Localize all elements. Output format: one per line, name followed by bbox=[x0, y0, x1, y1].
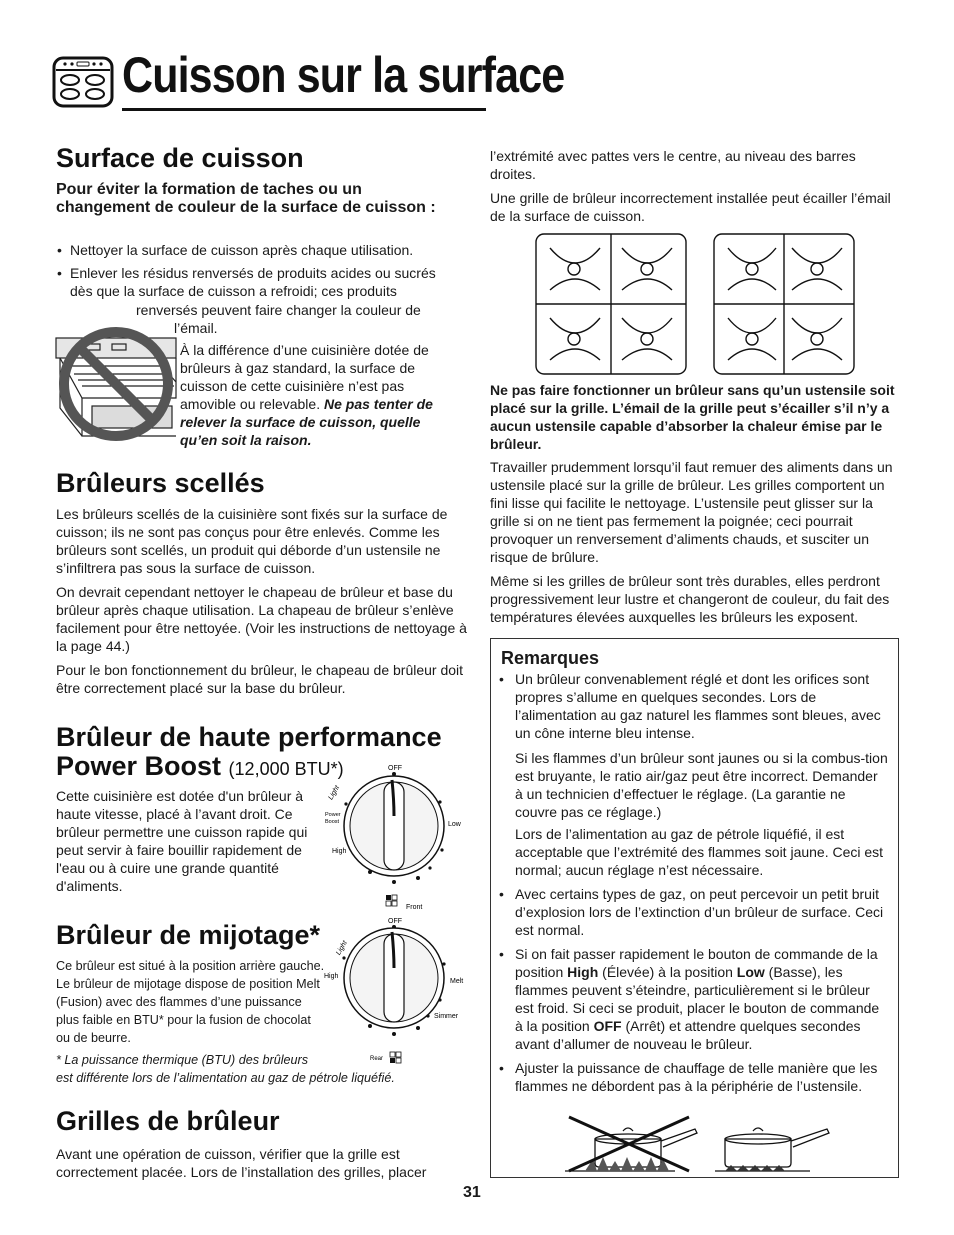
notes-list bbox=[491, 670, 889, 742]
knob-label: OFF bbox=[388, 918, 402, 925]
surface-paragraph: À la différence d’une cuisinière dotée de brûleurs à gaz standard, la surface de cuisson de cette cuisinière n’est pas amovible ou relevable. Ne pas tenter de relever la surface de cuisson, quelle qu’en soit la raison. bbox=[180, 342, 433, 448]
list-item: • Un brûleur convenablement réglé et dont les orifices sont propres s’allume en quelques secondes. Lors de l’alimentation au gaz naturel les flammes sont bleues, avec un cône interne bleu intense. bbox=[491, 670, 889, 742]
knob-label: Low bbox=[448, 821, 461, 828]
right-column-text: Travailler prudemment lorsqu’il faut remuer des aliments dans un ustensile placé sur la grille de brûleur. Les grilles comportent un fini lisse qui facilite le nettoyage. L’ustensile peut glisser sur la grille si on ne tient pas fermement la poignée; ceci pourrait provoquer un renversement d’aliments chauds, et susciter un risque de brûlure. Même si les grilles de brûleur sont très durables, elles perdront progressivement leur lustre et changeront de couleur, du fait des températures élevées auxquelles les brûleurs les exposent. bbox=[490, 459, 893, 625]
knob-label: High bbox=[324, 973, 339, 980]
list-item: • Si on fait passer rapidement le bouton de commande de la position High (Élevée) à la position Low (Basse), les flammes peuvent s’éteindre, particulièrement si le brûleur est froid. Si ceci se produit, placer le bouton de commande à la position OFF (Arrêt) et attendre quelques secondes avant d’allumer de nouveau le brûleur. bbox=[491, 945, 889, 1053]
heading-surface: Surface de cuisson bbox=[56, 143, 304, 173]
knob-label: Front bbox=[406, 904, 423, 911]
knob-label: Boost bbox=[325, 819, 340, 825]
right-column-intro: l’extrémité avec pattes vers le centre, au niveau des barres droites. Une grille de brûleur incorrectement installée peut écailler l’émail de la surface de cuisson. bbox=[490, 148, 891, 224]
sealed-burners-text: Les brûleurs scellés de la cuisinière sont fixés sur la surface de cuisson; ils ne sont pas conçus pour être enlevés. Comme les brûleurs sont scellés, un produit qui déborde d’un ustensile ne s’infiltrera pas sous la surface de cuisson. On devrait cependant nettoyer le chapeau de brûleur et base du brûleur après chaque utilisation. La chapeau de brûleur s’enlève facilement pour être nettoyée. (Voir les instructions de nettoyage à la page 44.) Pour le bon fonctionnement du brûleur, le chapeau de brûleur doit être correctement placé sur la base du brûleur. bbox=[56, 506, 467, 696]
surface-bullets bbox=[56, 241, 456, 300]
simmer-knob-icon bbox=[322, 892, 472, 1072]
grate-warning: Ne pas faire fonctionner un brûleur sans qu’un ustensile soit placé sur la grille. L’émail de la grille peut s’écailler s’il n’y a aucun ustensile capable d’absorber la chaleur émise par le brûleur. bbox=[490, 382, 895, 452]
knob-label: Melt bbox=[450, 978, 464, 985]
simmer-text: Ce brûleur est situé à la position arrière gauche. Le brûleur de mijotage dispose de position Melt (Fusion) avec des flammes d’une puissance plus faible en BTU* pour la fusion de chocolat ou de beurre. bbox=[56, 959, 325, 1045]
knob-label: Light bbox=[327, 784, 342, 802]
notes-list-2 bbox=[491, 885, 889, 1095]
no-lift-cooktop-icon bbox=[52, 318, 182, 446]
notes-box: Remarques • Un brûleur convenablement réglé et dont les orifices sont propres s’allume en quelques secondes. Lors de l’alimentation au gaz naturel les flammes sont bleues, avec un cône interne bleu intense. Si les flammes d’un brûleur sont jaunes ou si la combus-tion est bruyante, le ratio air/gaz peut être incorrect. Demander à un technicien d’effectuer le réglage. (La garantie ne couvre pas ce réglage.) Lors de l’alimentation au gaz de pétrole liquéfié, il est acceptable que l’extrémité des flammes soit jaune. Ceci est normal; aucun réglage n’est nécessaire. • Avec certains types de gaz, on peut percevoir un petit bruit d’explosion lors de l’extinction d’un brûleur de surface. Ceci est normal. • Si on fait passer rapidement le bouton de commande de la position High (Élevée) à la position Low (Basse), les flammes peuvent s’éteindre, particulièrement si le brûleur est froid. Si ceci se produit, placer le bouton de commande à la position OFF (Arrêt) et attendre quelques secondes avant d’allumer de nouveau le brûleur. • Ajuster la puissance de chauffage de telle manière que les flammes ne débordent pas à la périphérie de l’ustensile. bbox=[490, 638, 899, 1178]
list-item: • Ajuster la puissance de chauffage de telle manière que les flammes ne débordent pas à la périphérie de l’ustensile. bbox=[491, 1059, 889, 1095]
heading-power-boost: Brûleur de haute performance Power Boost (12,000 BTU*) bbox=[56, 722, 442, 781]
list-item: • Enlever les résidus renversés de produits acides ou sucrés dès que la surface de cuisson a refroidi; ces produits bbox=[56, 264, 456, 300]
pan-flame-illustration bbox=[565, 1115, 845, 1173]
subheading-surface: Pour éviter la formation de taches ou un changement de couleur de la surface de cuisson : bbox=[56, 181, 436, 216]
page-title: Cuisson sur la surface bbox=[122, 47, 565, 103]
burner-grates-illustration bbox=[530, 228, 860, 378]
list-item: • Avec certains types de gaz, on peut percevoir un petit bruit d’explosion lors de l’extinction d’un brûleur de surface. Ceci est normal. bbox=[491, 885, 889, 939]
knob-label: Power bbox=[325, 812, 341, 818]
power-boost-knob-icon bbox=[322, 760, 472, 890]
knob-label: High bbox=[332, 848, 347, 855]
btu-footnote: * La puissance thermique (BTU) des brûleurs bbox=[56, 1053, 308, 1067]
heading-sealed-burners: Brûleurs scellés bbox=[56, 468, 265, 498]
list-item: • Nettoyer la surface de cuisson après chaque utilisation. bbox=[56, 241, 456, 259]
knob-label: Rear bbox=[370, 1056, 384, 1062]
cooktop-icon bbox=[52, 56, 114, 108]
surface-text-line: l’émail. bbox=[174, 320, 218, 336]
heading-grates: Grilles de brûleur bbox=[56, 1106, 280, 1136]
power-boost-text: Cette cuisinière est dotée d'un brûleur à haute vitesse, placé à l’avant droit. Ce brûleur permettre une cuisson rapide qui peut servir à faire bouillir rapidement de l'eau ou à cuire une grande quantité d'aliments. bbox=[56, 788, 308, 894]
grates-text: Avant une opération de cuisson, vérifier que la grille est correctement placée. Lors de l’installation des grilles, placer bbox=[56, 1146, 427, 1180]
knob-label: OFF bbox=[388, 765, 402, 772]
title-underline bbox=[122, 108, 486, 111]
knob-label: Light bbox=[335, 939, 349, 957]
notes-heading: Remarques bbox=[501, 648, 600, 668]
surface-text-line: renversés peuvent faire changer la couleur de bbox=[136, 302, 421, 318]
page-number: 31 bbox=[463, 1184, 481, 1201]
heading-simmer: Brûleur de mijotage* bbox=[56, 920, 321, 950]
knob-label: Simmer bbox=[434, 1013, 459, 1020]
btu-footnote-2: est différente lors de l’alimentation au gaz de pétrole liquéfié. bbox=[56, 1071, 395, 1085]
